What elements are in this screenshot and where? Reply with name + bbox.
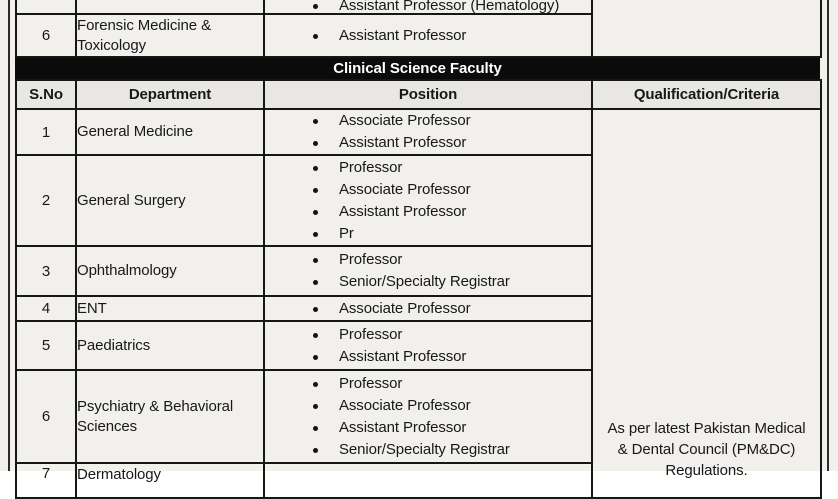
sno-cell: 6 xyxy=(16,14,76,57)
position-cell xyxy=(264,370,592,463)
position-cell xyxy=(264,463,592,498)
position-item: Assistant Professor xyxy=(311,417,587,439)
department-cell: ENT xyxy=(76,296,264,321)
department-cell: General Medicine xyxy=(76,109,264,155)
sno-cell: 3 xyxy=(16,246,76,296)
qualification-cell-empty xyxy=(592,0,821,57)
department-cell: Ophthalmology xyxy=(76,246,264,296)
position-item: Assistant Professor xyxy=(311,25,587,47)
sno-cell: 7 xyxy=(16,463,76,498)
position-item: Senior/Specialty Registrar xyxy=(311,271,587,293)
position-item: Associate Professor xyxy=(311,110,587,132)
clipped-position-text xyxy=(265,0,591,14)
position-item: Assistant Professor xyxy=(311,346,587,368)
position-cell xyxy=(264,296,592,321)
position-cell xyxy=(264,321,592,370)
qualification-cell xyxy=(592,109,821,498)
position-item: Assistant Professor (Hematology) xyxy=(311,0,587,17)
department-cell: Psychiatry & Behavioral Sciences xyxy=(76,370,264,463)
basic-science-table-fragment xyxy=(15,0,822,58)
position-item: Professor xyxy=(311,157,587,179)
sno-cell xyxy=(16,0,76,14)
page-left-border xyxy=(8,0,10,471)
sno-cell: 5 xyxy=(16,321,76,370)
position-item: Associate Professor xyxy=(311,395,587,417)
position-item: Professor xyxy=(311,324,587,346)
position-item: Assistant Professor xyxy=(311,201,587,223)
column-header-row xyxy=(16,80,821,109)
table-row-partial xyxy=(16,0,821,14)
position-item: Senior/Specialty Registrar xyxy=(311,439,587,461)
position-item: Pr xyxy=(311,223,587,245)
column-header-qualification: Qualification/Criteria xyxy=(592,80,821,109)
department-cell: Forensic Medicine & Toxicology xyxy=(76,14,264,57)
position-item: Assistant Professor xyxy=(311,132,587,154)
column-header-position: Position xyxy=(264,80,592,109)
sno-cell: 1 xyxy=(16,109,76,155)
position-cell xyxy=(264,109,592,155)
position-cell xyxy=(264,14,592,57)
page-right-border xyxy=(827,0,829,471)
position-item: Associate Professor xyxy=(311,298,587,320)
position-cell xyxy=(264,155,592,246)
qualification-text: As per latest Pakistan Medical & Dental Council (PM&DC) Regulations. xyxy=(607,419,806,479)
table-row xyxy=(16,109,821,155)
position-cell xyxy=(264,246,592,296)
sno-cell: 6 xyxy=(16,370,76,463)
clinical-science-table xyxy=(15,79,822,499)
column-header-department: Department xyxy=(76,80,264,109)
section-title: Clinical Science Faculty xyxy=(15,58,820,79)
sno-cell: 2 xyxy=(16,155,76,246)
position-item: Professor xyxy=(311,373,587,395)
position-item: Professor xyxy=(311,249,587,271)
position-cell xyxy=(264,0,592,14)
department-cell: General Surgery xyxy=(76,155,264,246)
sno-cell: 4 xyxy=(16,296,76,321)
department-cell: Dermatology xyxy=(76,463,264,498)
department-cell xyxy=(76,0,264,14)
department-cell: Paediatrics xyxy=(76,321,264,370)
position-item: Associate Professor xyxy=(311,179,587,201)
column-header-sno: S.No xyxy=(16,80,76,109)
